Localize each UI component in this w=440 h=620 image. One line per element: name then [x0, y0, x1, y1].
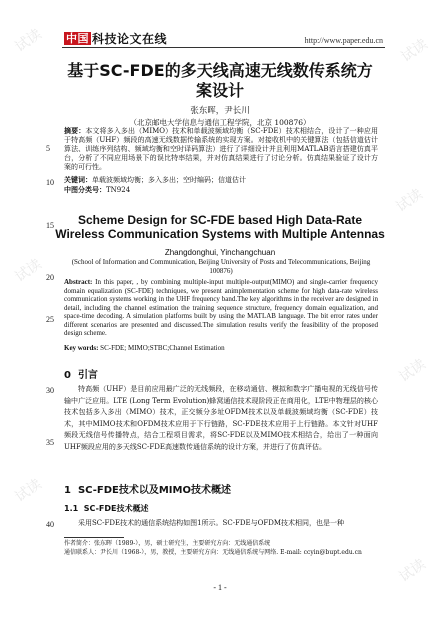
paper-title-en: Scheme Design for SC-FDE based High Data-Rate Wireless Communication Systems with Multiple Antennas [55, 213, 385, 241]
classification-code: TN924 [106, 186, 131, 194]
watermark: 试读 [12, 476, 45, 506]
section-title: SC-FDE技术以及MIMO技术概述 [77, 485, 231, 496]
subsection-title: SC-FDE技术概述 [83, 504, 149, 513]
footnote-rule [64, 537, 124, 538]
line-number: 15 [46, 221, 54, 230]
classification [64, 186, 378, 195]
line-number: 5 [46, 144, 50, 153]
header-rule [62, 47, 385, 48]
abstract-en-text: In this paper, , by combining multiple-input multiple-output(MIMO) and single-carrier frequency domain equalization (SC-FDE) techniques, we present animplementation scheme for high data-rate wireless communication systems working in the UHF frequency band.The key algorithms in the receiver are designed in detail, including the channel estimation the training sequence structure, frequency domain equalization, and space-time decoding. A simulation platforms built by using the MATLAB language. The bit error rates under different scenarios are presented and discussed.The simulation results verify the feasibility of the proposed design scheme. [64, 278, 379, 337]
footnote-author: 作者简介：张东晖（1989-），男，硕士研究生，主要研究方向：无线通信系统 [64, 540, 271, 547]
abstract-cn [64, 127, 378, 172]
abstract-cn-label: 摘要： [64, 127, 86, 135]
watermark: 试读 [396, 556, 429, 586]
logo-mark: 中国 [66, 31, 89, 45]
subsection-number: 1.1 [64, 504, 79, 513]
paper-title-cn: 基于SC-FDE的多天线高速无线数传系统方案设计 [67, 61, 373, 100]
abstract-en-label: Abstract: [64, 278, 93, 286]
keywords-en-label: Key words: [64, 344, 99, 352]
line-number: 25 [46, 315, 54, 324]
line-number: 35 [46, 438, 54, 447]
section-number: 1 [64, 485, 71, 496]
section-title: 引言 [77, 370, 98, 381]
section-heading-0 [64, 366, 98, 381]
keywords-cn-label: 关键词： [64, 176, 92, 184]
logo-text: 科技论文在线 [92, 31, 168, 46]
affiliation-en: (School of Information and Communication, Beijing University of Posts and Telecommunications, Beijing 100876) [71, 258, 371, 275]
watermark: 试读 [12, 256, 45, 286]
subsection-heading-1-1 [64, 503, 148, 514]
section-heading-1 [64, 481, 231, 496]
section-number: 0 [64, 370, 71, 381]
watermark: 试读 [396, 356, 429, 386]
classification-label: 中图分类号： [64, 186, 106, 194]
watermark: 试读 [393, 186, 426, 216]
keywords-en-text: SC-FDE; MIMO;STBC;Channel Estimation [100, 344, 225, 352]
abstract-en [64, 278, 378, 338]
line-number: 30 [46, 386, 54, 395]
page-number: - 1 - [213, 583, 227, 592]
keywords-cn [64, 176, 378, 185]
abstract-cn-text: 本文将多入多出（MIMO）技术和单载波频域均衡（SC-FDE）技术相结合，设计了一种应用于特高频（UHF）频段的高速无线数据传输系统的实现方案。对接收机中的关键算法（包括信道估计算法、训练序列结构、频域均衡和空时译码算法）进行了详细设计并且利用MATLAB语言搭建仿真平台，分析了不同应用场景下的误比特率结果，并对仿真结果进行了讨论分析。仿真结果验证了设计方案的可行性。 [64, 127, 379, 171]
site-url[interactable]: http://www.paper.edu.cn [304, 36, 383, 45]
watermark: 试读 [398, 36, 431, 66]
page-header [0, 0, 440, 44]
keywords-en [64, 344, 378, 352]
authors-en: Zhangdonghui, Yinchangchuan [164, 248, 276, 257]
affiliation-cn: （北京邮电大学信息与通信工程学院，北京 100876） [129, 118, 311, 127]
section-1-1-paragraph: 采用SC-FDE技术的通信系统结构如图1所示。SC-FDE与OFDM技术相同，也是一种 [78, 519, 345, 527]
keywords-cn-text: 单载波频域均衡；多入多出；空时编码；信道估计 [92, 176, 246, 184]
intro-paragraph: 特高频（UHF）是目前应用最广泛的无线频段，在移动通信、模拟和数字广播电视的无线信号传输中广泛应用。LTE (Long Term Evolution)蜂窝通信技术现阶段正在商用化，LTE中物理层的核心技术包括多入多出（MIMO）技术，正交频分多址OFDM技术以及单载波频域均衡（SC-FDE）技术，其中MIMO技术和OFDM技术应用于下行链路，SC-FDE技术应用于上行链路。本文针对UHF频段无线信号传播特点，结合工程项目需求，将SC-FDE以及MIMO技术相结合，给出了一种面向UHF频段应用的多天线SC-FDE高速数传通信系统的设计方案，并进行了仿真评估。 [64, 385, 378, 451]
site-logo[interactable] [64, 31, 167, 45]
authors-cn: 张东晖，尹长川 [190, 106, 250, 116]
line-number: 10 [46, 178, 54, 187]
footnote-contact: 通信联系人：尹长川（1968-），男，教授，主要研究方向：无线通信系统与网络. E-mail: ccyin@bupt.edu.cn [64, 549, 362, 556]
line-number: 40 [46, 520, 54, 529]
line-number: 20 [46, 273, 54, 282]
watermark: 试读 [12, 26, 45, 56]
